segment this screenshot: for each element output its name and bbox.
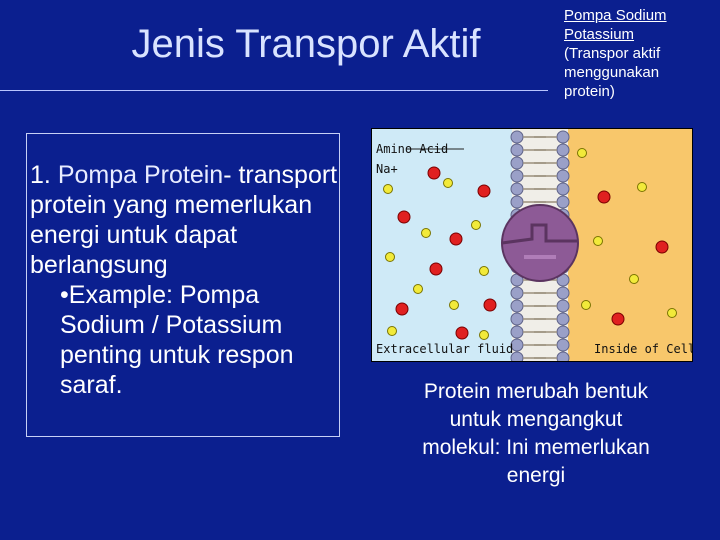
amino-acid-label: Amino Acid — [376, 142, 449, 156]
sodium-ion — [456, 327, 468, 339]
membrane-head — [557, 144, 569, 156]
list-item-1 — [30, 160, 342, 280]
amino-acid-molecule — [450, 301, 459, 310]
bullet-text: Example: Pompa Sodium / Potassium penting untuk respon saraf. — [60, 281, 294, 399]
membrane-head — [557, 287, 569, 299]
amino-acid-molecule — [444, 179, 453, 188]
amino-acid-molecule — [384, 185, 393, 194]
amino-acid-molecule — [668, 309, 677, 318]
extracellular-label: Extracellular fluid — [376, 342, 514, 356]
link-line-1: Pompa Sodium — [564, 7, 667, 24]
sodium-ion — [612, 313, 624, 325]
membrane-head — [511, 313, 523, 325]
amino-acid-molecule — [480, 267, 489, 276]
amino-acid-molecule — [422, 229, 431, 238]
sodium-ion — [398, 211, 410, 223]
corner-note — [564, 6, 714, 101]
bullet-icon: • — [60, 281, 69, 309]
sodium-ion — [478, 185, 490, 197]
sodium-ion — [484, 299, 496, 311]
sodium-ion — [656, 241, 668, 253]
amino-acid-molecule — [480, 331, 489, 340]
membrane-head — [557, 183, 569, 195]
item-number: 1. — [30, 161, 51, 189]
figure-caption: Protein merubah bentuk untuk mengangkut molekul: Ini memerlukan energi — [422, 380, 650, 487]
membrane-head — [511, 157, 523, 169]
sodium-ion — [450, 233, 462, 245]
inside-cell-region — [568, 129, 692, 361]
amino-acid-molecule — [582, 301, 591, 310]
membrane-head — [557, 300, 569, 312]
bullet-item — [30, 280, 342, 400]
membrane-head — [557, 157, 569, 169]
amino-acid-molecule — [594, 237, 603, 246]
sodium-ion — [428, 167, 440, 179]
item-dash: - — [223, 161, 232, 189]
note-line-5: protein) — [564, 83, 615, 100]
pompa-sodium-link[interactable] — [564, 6, 714, 44]
membrane-head — [511, 183, 523, 195]
membrane-head — [557, 313, 569, 325]
amino-acid-molecule — [630, 275, 639, 284]
membrane-head — [511, 300, 523, 312]
amino-acid-molecule — [472, 221, 481, 230]
item-body: transport protein yang memerlukan energi untuk dapat berlangsung — [30, 161, 338, 279]
page-title: Jenis Transpor Aktif — [131, 22, 481, 66]
membrane-head — [557, 196, 569, 208]
membrane-head — [557, 339, 569, 351]
membrane-head — [511, 170, 523, 182]
membrane-head — [511, 144, 523, 156]
amino-acid-molecule — [578, 149, 587, 158]
sodium-potassium-pump-illustration — [371, 128, 693, 362]
note-line-4: menggunakan — [564, 64, 660, 81]
sodium-ion — [396, 303, 408, 315]
membrane-head — [511, 326, 523, 338]
amino-acid-molecule — [638, 183, 647, 192]
membrane-head — [557, 326, 569, 338]
membrane-head — [511, 196, 523, 208]
membrane-head — [511, 287, 523, 299]
sodium-ion — [598, 191, 610, 203]
amino-acid-molecule — [388, 327, 397, 336]
content-text — [30, 160, 342, 400]
note-line-3: (Transpor aktif — [564, 45, 661, 62]
sodium-ion — [430, 263, 442, 275]
inside-cell-label: Inside of Cell — [594, 342, 692, 356]
membrane-head — [557, 170, 569, 182]
membrane-head — [557, 352, 569, 361]
amino-acid-molecule — [386, 253, 395, 262]
pump-protein — [502, 205, 578, 281]
membrane-diagram — [372, 129, 692, 361]
sodium-label: Na+ — [376, 162, 398, 176]
membrane-head — [511, 131, 523, 143]
item-heading: Pompa Protein — [57, 161, 224, 189]
link-line-2: Potassium — [564, 26, 635, 43]
title-divider — [0, 90, 548, 91]
membrane-head — [557, 131, 569, 143]
amino-acid-molecule — [414, 285, 423, 294]
